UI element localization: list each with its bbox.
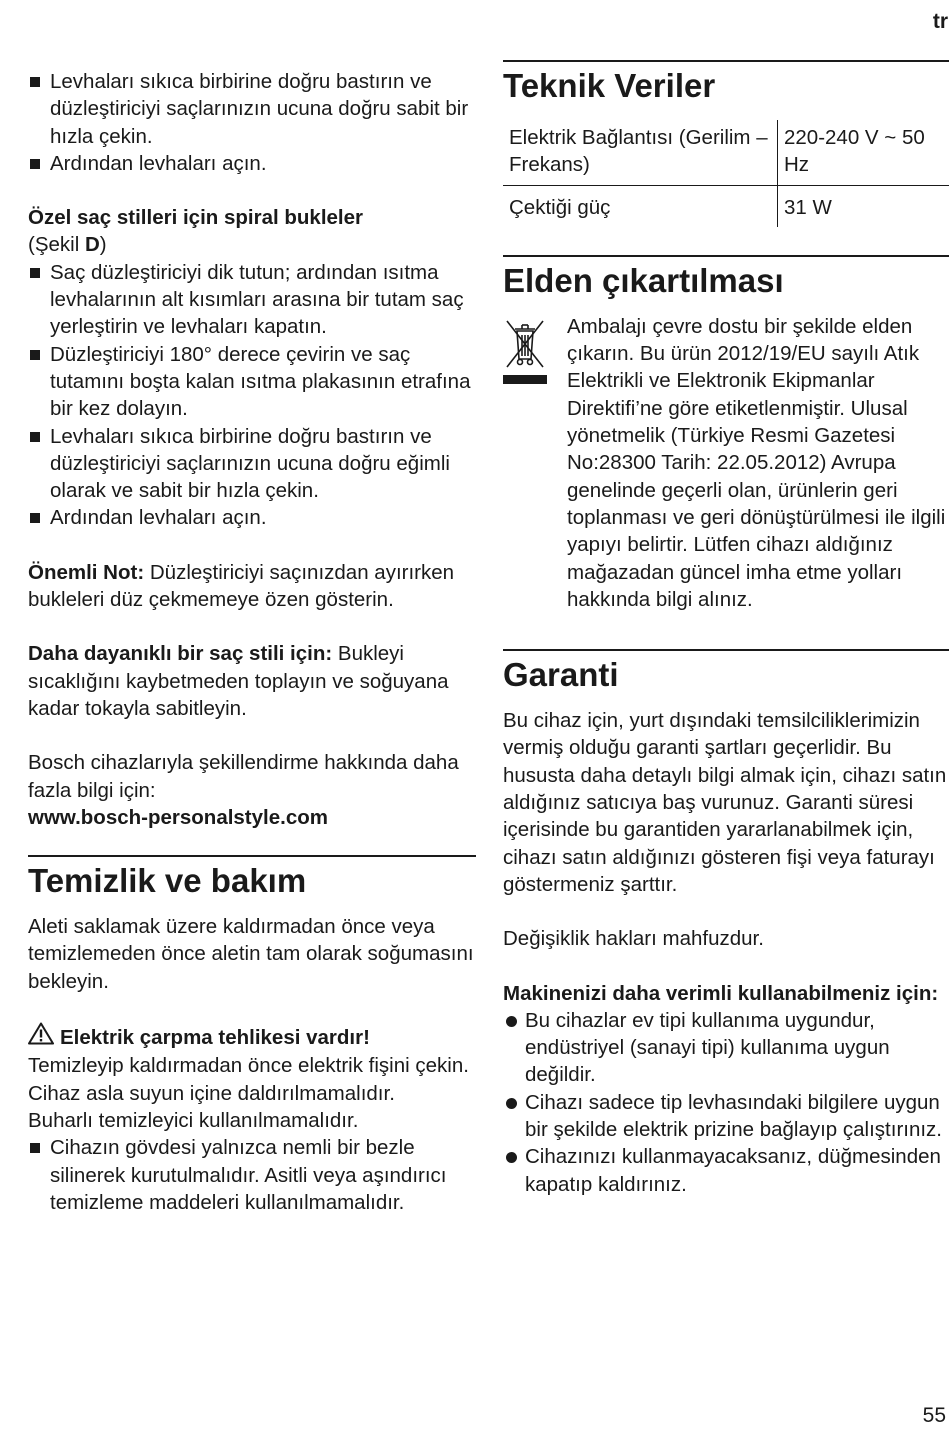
table-cell-value: 31 W [778, 185, 950, 227]
technical-data-table [503, 120, 949, 227]
page-number: 55 [922, 1403, 946, 1427]
list-item: Cihazınızı kullanmayacaksanız, düğmesinden kapatıp kaldırınız. [503, 1143, 949, 1198]
important-note: Önemli Not: Düzleştiriciyi saçınızdan ayırırken bukleleri düz çekmemeye özen gösterin. [28, 560, 455, 612]
warning-line: Cihaz asla suyun içine daldırılmamalıdır. [28, 1081, 395, 1105]
table-row [503, 120, 949, 185]
disposal-block [503, 313, 949, 613]
warning-heading: Elektrik çarpma tehlikesi vardır! [28, 1022, 476, 1052]
disposal-heading: Elden çıkartılması [503, 261, 784, 299]
warning-line: Temizleyip kaldırmadan önce elektrik fişini çekin. [28, 1054, 469, 1078]
cleaning-text: Aleti saklamak üzere kaldırmadan önce veya temizlemeden önce aletin tam olarak soğumasını bekleyin. [28, 915, 474, 993]
table-cell-value: 220-240 V ~ 50 Hz [778, 120, 950, 185]
durable-style-tip: Daha dayanıklı bir saç stili için: Bukleyi sıcaklığını kaybetmeden toplayın ve soğuyana kadar tokayla sabitleyin. [28, 642, 449, 720]
language-tag: tr [932, 10, 948, 33]
crossed-out-bin-icon [503, 313, 567, 613]
table-cell-key: Çektiği güç [509, 195, 611, 219]
bosch-info-text: Bosch cihazlarıyla şekillendirme hakkında daha fazla bilgi için: [28, 751, 459, 802]
disposal-text: Ambalajı çevre dostu bir şekilde elden çıkarın. Bu ürün 2012/19/EU sayılı Atık Elektrikli ve Elektronik Ekipmanlar Direktifi’ne göre etiketlenmiştir. Ulusal yönetmelik (Türkiye Resmi Gazetesi No:28300 Tarih: 22.05.2012) Avrupa genelinde geçerli olan, ürünlerin geri toplanması ve geri dönüştürülmesi ile ilgili yapıyı belirtir. Lütfen cihazı aldığınız mağazadan güncel imha etme yolları hakkında bilgi alınız. [567, 314, 946, 611]
bosch-website-link[interactable]: www.bosch-personalstyle.com [28, 805, 328, 829]
rights-reserved-text: Değişiklik hakları mahfuzdur. [503, 927, 764, 951]
figure-reference: (Şekil D) [28, 233, 107, 257]
right-column [503, 60, 949, 1198]
list-item: Saç düzleştiriciyi dik tutun; ardından ısıtma levhalarının alt kısımları arasına bir tutam saç yerleştirin ve levhaları kapatın. [28, 259, 476, 341]
list-item: Cihazın gövdesi yalnızca nemli bir bezle silinerek kurutulmalıdır. Asitli veya aşındırıcı temizleme maddeleri kullanılmamalıdır. [28, 1134, 476, 1216]
list-item: Cihazı sadece tip levhasındaki bilgilere uygun bir şekilde elektrik prizine bağlayıp çalıştırınız. [503, 1089, 949, 1144]
technical-data-heading: Teknik Veriler [503, 67, 716, 104]
list-item: Düzleştiriciyi 180° derece çevirin ve saç tutamını boşta kalan ısıtma plakasının etrafına bir kez dolayın. [28, 341, 476, 423]
warranty-heading: Garanti [503, 656, 619, 694]
table-row [503, 185, 949, 227]
warning-line: Buharlı temizleyici kullanılmamalıdır. [28, 1108, 359, 1132]
list-item: Ardından levhaları açın. [28, 150, 476, 177]
efficient-use-heading: Makinenizi daha verimli kullanabilmeniz için: [503, 981, 939, 1005]
spiral-curls-heading: Özel saç stilleri için spiral bukleler [28, 206, 363, 230]
warranty-text: Bu cihaz için, yurt dışındaki temsilciliklerimizin vermiş olduğu garanti şartları geçerlidir. Bu hususta daha detaylı bilgi almak için, cihazı satın aldığınız satıcıya baş vurunuz. Garanti süresi içerisinde bu garantiden yararlanabilmek için, cihazı satın aldığınızı gösteren fişi veya faturayı göstermeniz şarttır. [503, 709, 947, 896]
instruction-list-1 [28, 68, 476, 177]
cleaning-list [28, 1134, 476, 1216]
left-column [28, 68, 476, 1216]
list-item: Levhaları sıkıca birbirine doğru bastırın ve düzleştiriciyi saçlarınızın ucuna doğru sabit bir hızla çekin. [28, 68, 476, 150]
efficient-use-list [503, 1007, 949, 1198]
warning-triangle-icon [28, 1022, 54, 1052]
list-item: Levhaları sıkıca birbirine doğru bastırın ve düzleştiriciyi saçlarınızın ucuna doğru eğimli olarak ve sabit bir hızla çekin. [28, 423, 476, 505]
table-cell-key: Elektrik Bağlantısı (Gerilim – Frekans) [503, 120, 778, 185]
list-item: Ardından levhaları açın. [28, 504, 476, 531]
cleaning-heading: Temizlik ve bakım [28, 862, 307, 900]
list-item: Bu cihazlar ev tipi kullanıma uygundur, endüstriyel (sanayi tipi) kullanıma uygun değildir. [503, 1007, 949, 1089]
instruction-list-2 [28, 259, 476, 532]
